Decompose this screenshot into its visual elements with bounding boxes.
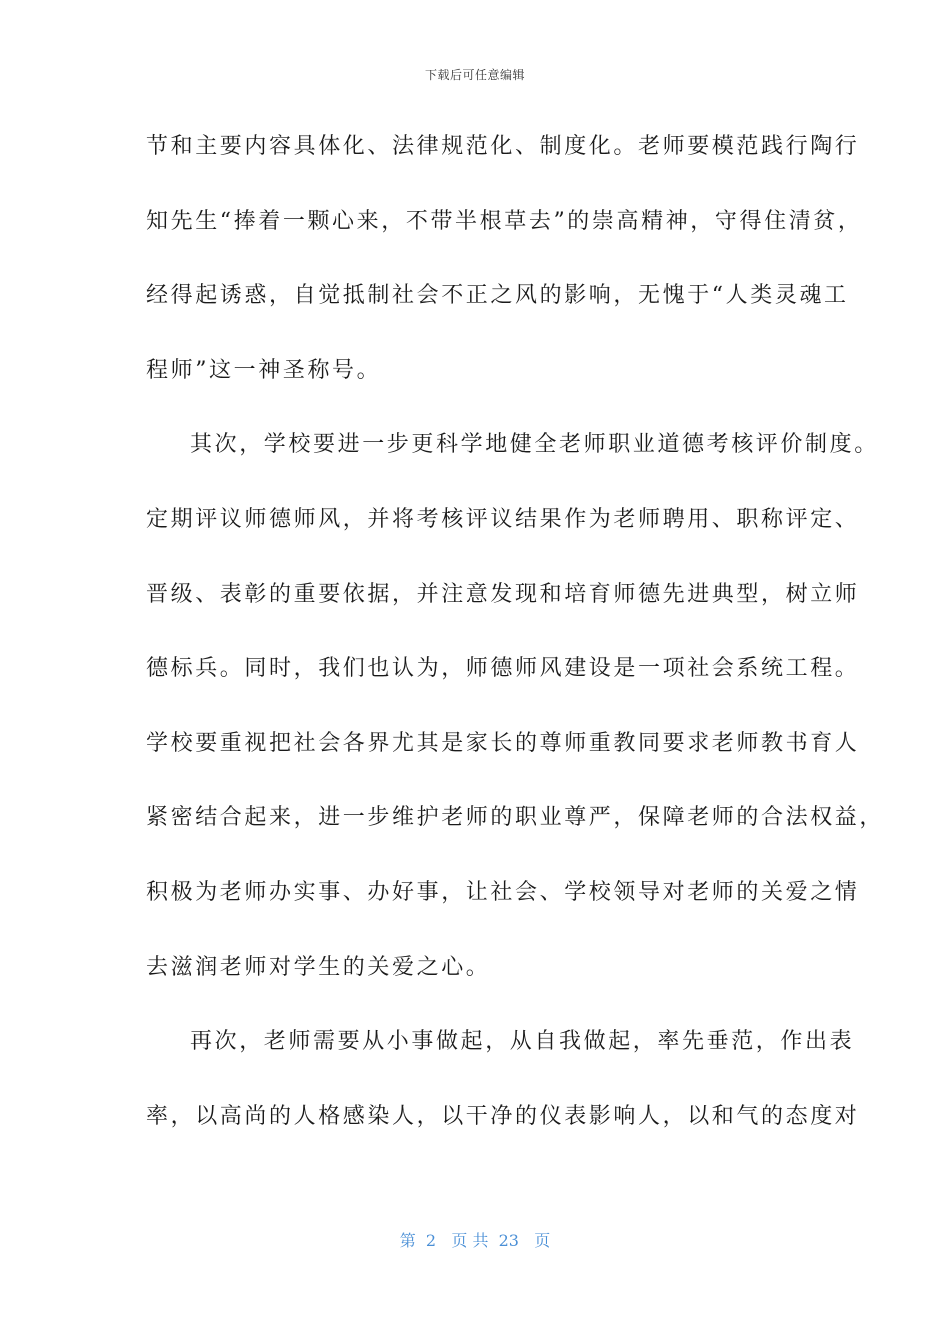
text-line: 程师”这一神圣称号。 xyxy=(146,357,382,383)
text-line: 经得起诱惑，自觉抵制社会不正之风的影响，无愧于“人类灵魂工 xyxy=(146,283,849,309)
page-number-footer: 第 2 页 共 23 页 xyxy=(399,1231,551,1250)
text-line: 去滋润老师对学生的关爱之心。 xyxy=(146,954,491,980)
text-line: 积极为老师办实事、办好事，让社会、学校领导对老师的关爱之情 xyxy=(146,879,860,905)
document-body xyxy=(146,124,885,1168)
text-line: 知先生“捧着一颗心来，不带半根草去”的崇高精神，守得住清贫， xyxy=(146,208,863,234)
text-line: 学校要重视把社会各界尤其是家长的尊师重教同要求老师教书育人 xyxy=(146,730,860,756)
text-line: 德标兵。同时，我们也认为，师德师风建设是一项社会系统工程。 xyxy=(146,656,860,682)
text-line: 节和主要内容具体化、法律规范化、制度化。老师要模范践行陶行 xyxy=(146,134,860,159)
text-line: 紧密结合起来，进一步维护老师的职业尊严，保障老师的合法权益， xyxy=(146,805,885,831)
text-line: 晋级、表彰的重要依据，并注意发现和培育师德先进典型，树立师 xyxy=(146,581,860,607)
text-line: 率，以高尚的人格感染人，以干净的仪表影响人，以和气的态度对 xyxy=(146,1103,860,1129)
paragraph-start-line: 再次，老师需要从小事做起，从自我做起，率先垂范，作出表 xyxy=(190,1029,855,1055)
page-header-note: 下载后可任意编辑 xyxy=(424,68,525,82)
paragraph-start-line: 其次，学校要进一步更科学地健全老师职业道德考核评价制度。 xyxy=(190,432,879,458)
text-line: 定期评议师德师风，并将考核评议结果作为老师聘用、职称评定、 xyxy=(146,506,860,532)
